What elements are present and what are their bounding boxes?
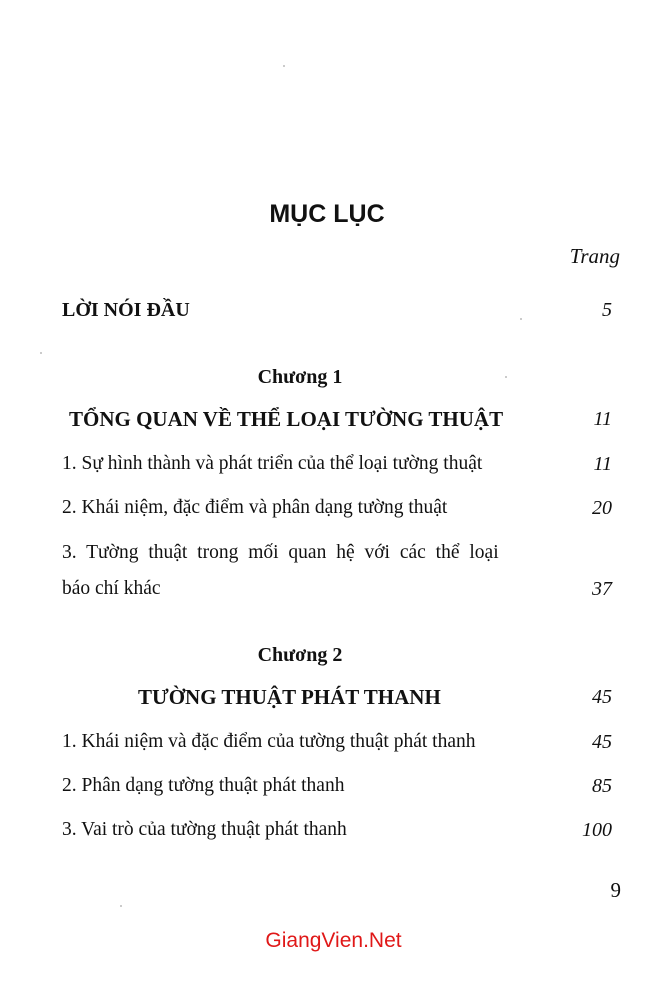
toc-item-page: 45: [592, 731, 612, 753]
chapter-1-page: 11: [593, 408, 612, 430]
chapter-2-label: Chương 2: [257, 644, 343, 666]
scan-speck: [283, 65, 285, 67]
toc-item: 3. Tường thuật trong mối quan hệ với các thể loại: [62, 542, 499, 563]
chapter-1-heading: TỔNG QUAN VỀ THỂ LOẠI TƯỜNG THUẬT: [69, 407, 504, 431]
toc-item: 2. Phân dạng tường thuật phát thanh: [62, 775, 345, 796]
page-column-label: Trang: [569, 244, 620, 268]
toc-item: 2. Khái niệm, đặc điểm và phân dạng tường thuật: [62, 497, 448, 518]
chapter-2-page: 45: [592, 686, 612, 708]
scan-speck: [520, 318, 522, 320]
scan-speck: [40, 352, 42, 354]
toc-item-page: 37: [592, 578, 612, 600]
toc-item-page: 85: [592, 775, 612, 797]
toc-title: MỤC LỤC: [269, 200, 385, 228]
toc-item-page: 100: [582, 819, 612, 841]
toc-item-continuation: báo chí khác: [62, 578, 161, 599]
chapter-2-heading: TƯỜNG THUẬT PHÁT THANH: [138, 685, 441, 709]
watermark: GiangVien.Net: [265, 929, 402, 952]
chapter-1-label: Chương 1: [257, 366, 343, 388]
toc-item-page: 20: [592, 497, 612, 519]
toc-item: 3. Vai trò của tường thuật phát thanh: [62, 819, 347, 840]
scan-speck: [120, 905, 122, 907]
preface-page: 5: [602, 299, 612, 321]
scan-speck: [505, 376, 507, 378]
toc-item: 1. Sự hình thành và phát triển của thể loại tường thuật: [62, 453, 483, 474]
page-number: 9: [610, 878, 621, 902]
toc-item-page: 11: [593, 453, 612, 475]
toc-item: 1. Khái niệm và đặc điểm của tường thuật phát thanh: [62, 731, 476, 752]
preface-entry: LỜI NÓI ĐẦU: [62, 299, 190, 321]
